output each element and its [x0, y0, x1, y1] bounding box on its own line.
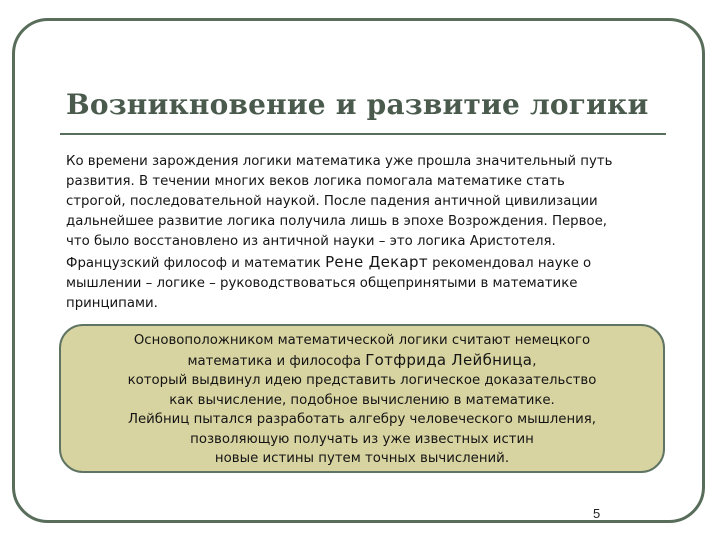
callout-line: позволяющую получать из уже известных истин	[190, 431, 534, 447]
slide-title: Возникновение и развитие логики	[66, 88, 649, 121]
callout-text	[59, 331, 665, 469]
name-leibniz: Готфрида Лейбница	[365, 350, 533, 369]
title-underline	[60, 133, 666, 135]
callout-line: новые истины путем точных вычислений.	[214, 451, 510, 466]
body-line-text: Французский философ и математик	[66, 256, 326, 271]
callout-line	[59, 351, 665, 372]
body-line: дальнейшее развитие логика получила лишь в эпохе Возрождения. Первое,	[66, 214, 607, 229]
body-line: мышлении – логике – руководствоваться общепринятыми в математике	[66, 276, 578, 291]
body-paragraph	[66, 152, 666, 314]
page-number: 5	[593, 506, 601, 521]
body-line: Ко времени зарождения логики математика уже прошла значительный путь	[66, 154, 613, 169]
callout-line: Основоположником математической логики считают немецкого	[133, 333, 591, 348]
callout-line: Лейбниц пытался разработать алгебру человеческого мышления,	[127, 412, 597, 427]
body-line-text: рекомендовал науке о	[427, 256, 592, 271]
name-descartes: Рене Декарт	[325, 253, 428, 271]
body-line: развития. В течении многих веков логика помогала математике стать	[66, 174, 565, 189]
callout-line-text: математика и философа	[187, 353, 366, 369]
callout-line-text: ,	[532, 353, 537, 369]
body-line: принципами.	[66, 296, 158, 311]
body-line: строгой, последовательной наукой. После падения античной цивилизации	[66, 194, 598, 209]
callout-line: который выдвинул идею представить логическое доказательство	[127, 373, 597, 388]
callout-line: как вычисление, подобное вычислению в математике.	[169, 392, 555, 408]
body-line	[66, 252, 666, 274]
body-line: что было восстановлено из античной науки – это логика Аристотеля.	[66, 234, 556, 249]
